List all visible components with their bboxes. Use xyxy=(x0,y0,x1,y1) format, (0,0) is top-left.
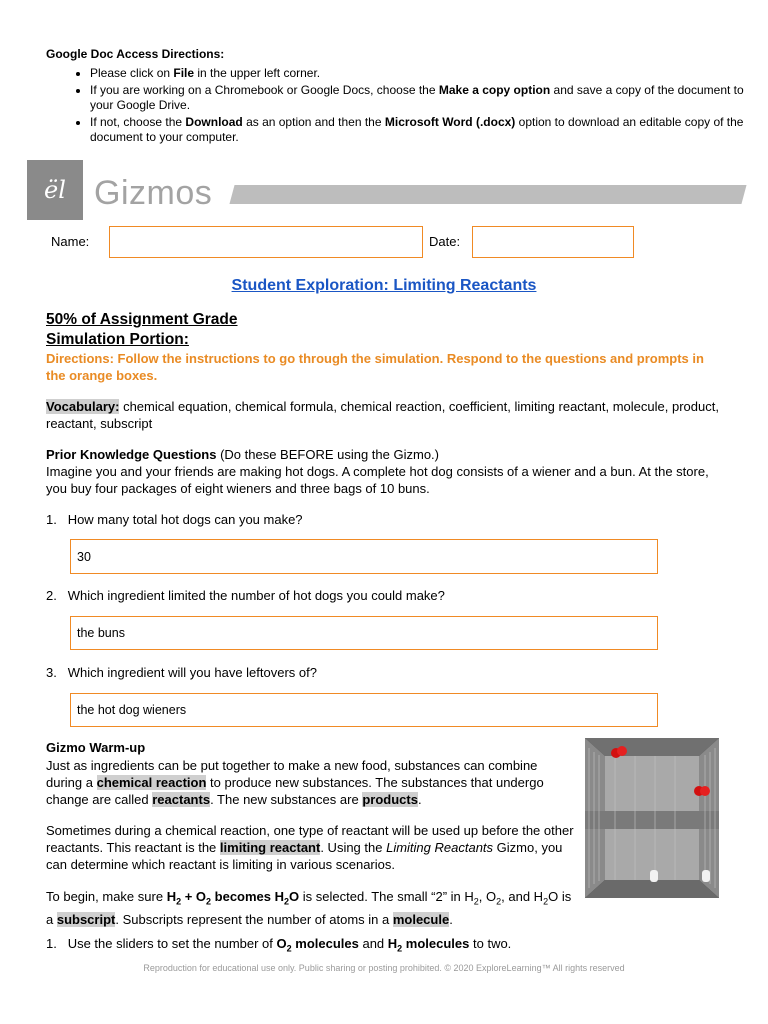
warmup-paragraph-1: Just as ingredients can be put together to make a new food, substances can combine during a chemical reaction to produce new substances. The substances that undergo change are called reactants. The new substances are products. xyxy=(46,758,544,807)
access-item-download: • If not, choose the Download as an option and then the Microsoft Word (.docx) option to download an editable copy of the document to your computer. xyxy=(90,115,750,145)
gizmos-logo-icon: ël xyxy=(27,160,83,220)
access-item-copy: • If you are working on a Chromebook or Google Docs, choose the Make a copy option and save a copy of the document to your Google Drive. xyxy=(90,83,750,113)
access-item-file: • Please click on File in the upper left corner. xyxy=(90,66,750,81)
access-directions-list xyxy=(46,66,750,147)
gizmo-simulation-image xyxy=(585,738,719,898)
question-3: 3. Which ingredient will you have leftovers of? xyxy=(46,665,317,680)
warmup-paragraph-3: To begin, make sure $H_2 + O_2$ becomes $H_2O$ is selected. The small “2” in $H_2$, $O_2$, and $H_2O$ is a subscript. Subscripts represent the number of atoms in a molecule. xyxy=(46,889,572,927)
warmup-heading: Gizmo Warm-up xyxy=(46,740,146,755)
footer-copyright: Reproduction for educational use only. Public sharing or posting prohibited. © 2020 ExploreLearning™ All rights reserved xyxy=(143,963,625,973)
page-title[interactable]: Student Exploration: Limiting Reactants xyxy=(231,277,537,294)
vocabulary: Vocabulary: chemical equation, chemical formula, chemical reaction, coefficient, limiting reactant, molecule, product, reactant, subscript xyxy=(46,399,719,431)
warmup-step-1: 1. Use the sliders to set the number of $O_2$ molecules and $H_2$ molecules to two. xyxy=(46,936,512,954)
access-heading: Google Doc Access Directions: xyxy=(46,47,225,61)
warmup-paragraph-2: Sometimes during a chemical reaction, one type of reactant will be used up before the other reactants. This reactant is the limiting reactant. Using the Limiting Reactants Gizmo, you can determine which reactant is limiting in various scenarios. xyxy=(46,823,574,872)
date-label: Date: xyxy=(429,234,461,249)
name-label: Name: xyxy=(51,234,90,249)
directions-text: Directions: Follow the instructions to go through the simulation. Respond to the questions and prompts in the orange boxes. xyxy=(46,351,704,383)
oxygen-molecule xyxy=(694,786,710,796)
simulation-heading: Simulation Portion: xyxy=(46,331,189,348)
vocabulary-label: Vocabulary: xyxy=(46,399,120,414)
answer-1-field[interactable]: 30 xyxy=(70,539,658,574)
grade-heading: 50% of Assignment Grade xyxy=(46,311,238,328)
question-1: 1. How many total hot dogs can you make? xyxy=(46,512,303,527)
answer-2-field[interactable]: the buns xyxy=(70,616,658,650)
prior-knowledge-body: Imagine you and your friends are making hot dogs. A complete hot dog consists of a wiener and a bun. At the store, you buy four packages of eight wieners and three bags of 10 buns. xyxy=(46,464,709,496)
name-field[interactable] xyxy=(109,226,423,258)
answer-3-field[interactable]: the hot dog wieners xyxy=(70,693,658,727)
question-2: 2. Which ingredient limited the number of hot dogs you could make? xyxy=(46,588,445,603)
banner-bar xyxy=(229,185,746,204)
hydrogen-molecule xyxy=(650,870,658,882)
gizmos-brand: Gizmos xyxy=(94,174,213,212)
date-field[interactable] xyxy=(472,226,634,258)
hydrogen-molecule xyxy=(702,870,710,882)
prior-knowledge-heading: Prior Knowledge Questions (Do these BEFORE using the Gizmo.) xyxy=(46,447,439,462)
